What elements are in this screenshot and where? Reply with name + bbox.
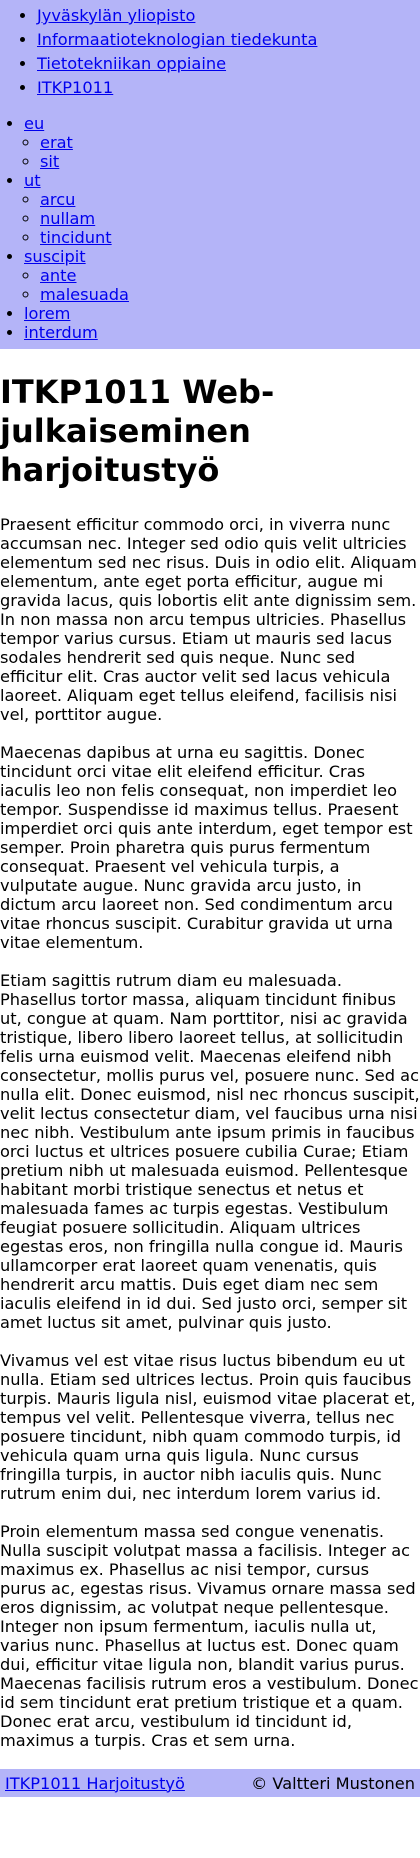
page-header bbox=[0, 0, 420, 349]
breadcrumb-link-university[interactable]: Jyväskylän yliopisto bbox=[37, 6, 196, 25]
nav-submenu bbox=[24, 133, 420, 171]
nav-link-ante[interactable]: ante bbox=[40, 266, 77, 285]
main-content bbox=[0, 373, 420, 1750]
nav-subitem bbox=[40, 190, 420, 209]
nav-submenu bbox=[24, 190, 420, 247]
breadcrumb-link-course[interactable]: ITKP1011 bbox=[37, 78, 114, 97]
page-footer bbox=[0, 1769, 420, 1797]
nav-subitem bbox=[40, 152, 420, 171]
copyright-notice: © Valtteri Mustonen bbox=[251, 1773, 415, 1793]
nav-subitem bbox=[40, 228, 420, 247]
nav-subitem bbox=[40, 209, 420, 228]
main-nav bbox=[0, 114, 420, 342]
body-paragraph: Etiam sagittis rutrum diam eu malesuada. Phasellus tortor massa, aliquam tincidunt finibus ut, congue at quam. Nam porttitor, nisi ac gravida tristique, libero libero laoreet tellus, at sollicitudin felis urna euismod velit. Maecenas eleifend nibh consectetur, mollis purus vel, posuere nunc. Sed ac nulla elit. Donec euismod, nisl nec rhoncus suscipit, velit lectus consectetur diam, vel faucibus urna nisi nec nibh. Vestibulum ante ipsum primis in faucibus orci luctus et ultrices posuere cubilia Curae; Etiam pretium nibh ut malesuada euismod. Pellentesque habitant morbi tristique senectus et netus et malesuada fames ac turpis egestas. Vestibulum feugiat posuere sollicitudin. Aliquam ultrices egestas eros, non fringilla nulla congue id. Mauris ullamcorper erat laoreet quam venenatis, quis hendrerit arcu mattis. Duis eget diam nec sem iaculis eleifend in id dui. Sed justo orci, semper sit amet luctus sit amet, pulvinar quis justo. bbox=[0, 971, 420, 1332]
page-title: ITKP1011 Web-julkaiseminen harjoitustyö bbox=[0, 373, 275, 489]
body-paragraph: Proin elementum massa sed congue venenatis. Nulla suscipit volutpat massa a facilisis. Integer ac maximus ex. Phasellus ac nisi tempor, cursus purus ac, egestas risus. Vivamus ornare massa sed eros dignissim, ac volutpat neque pellentesque. Integer non ipsum fermentum, iaculis nulla ut, varius nunc. Phasellus at luctus est. Donec quam dui, efficitur vitae ligula non, blandit varius purus. Maecenas facilisis rutrum eros a vestibulum. Donec id sem tincidunt erat pretium tristique et a quam. Donec erat arcu, vestibulum id tincidunt id, maximus a turpis. Cras et sem urna. bbox=[0, 1522, 419, 1750]
nav-item bbox=[24, 114, 420, 171]
nav-item bbox=[24, 323, 420, 342]
breadcrumb-link-faculty[interactable]: Informaatioteknologian tiedekunta bbox=[37, 30, 318, 49]
nav-link-erat[interactable]: erat bbox=[40, 133, 73, 152]
breadcrumb-item bbox=[37, 76, 420, 100]
nav-link-nullam[interactable]: nullam bbox=[40, 209, 96, 228]
nav-link-sit[interactable]: sit bbox=[40, 152, 60, 171]
nav-link-malesuada[interactable]: malesuada bbox=[40, 285, 129, 304]
nav-link-eu[interactable]: eu bbox=[24, 114, 45, 133]
nav-link-arcu[interactable]: arcu bbox=[40, 190, 76, 209]
breadcrumb-link-subject[interactable]: Tietotekniikan oppiaine bbox=[37, 54, 227, 73]
breadcrumb-item bbox=[37, 4, 420, 28]
nav-link-lorem[interactable]: lorem bbox=[24, 304, 71, 323]
nav-link-suscipit[interactable]: suscipit bbox=[24, 247, 86, 266]
nav-link-interdum[interactable]: interdum bbox=[24, 323, 98, 342]
body-paragraph: Maecenas dapibus at urna eu sagittis. Donec tincidunt orci vitae elit eleifend efficitur. Cras iaculis leo non felis consequat, non imperdiet leo tempor. Suspendisse id maximus tellus. Praesent imperdiet orci quis ante interdum, eget tempor est semper. Proin pharetra quis purus fermentum consequat. Praesent vel vehicula turpis, a vulputate augue. Nunc gravida arcu justo, in dictum arcu laoreet non. Sed condimentum arcu vitae rhoncus suscipit. Curabitur gravida ut urna vitae elementum. bbox=[0, 743, 413, 952]
nav-item bbox=[24, 304, 420, 323]
body-paragraph: Praesent efficitur commodo orci, in viverra nunc accumsan nec. Integer sed odio quis velit ultricies elementum sed nec risus. Duis in odio elit. Aliquam elementum, ante eget porta efficitur, augue mi gravida lacus, quis lobortis elit ante dignissim sem. In non massa non arcu tempus ultricies. Phasellus tempor varius cursus. Etiam ut mauris sed lacus sodales hendrerit sed quis neque. Nunc sed efficitur elit. Cras auctor velit sed lacus vehicula laoreet. Aliquam eget tellus eleifend, facilisis nisi vel, porttitor augue. bbox=[0, 515, 417, 724]
breadcrumb bbox=[0, 4, 420, 100]
nav-link-tincidunt[interactable]: tincidunt bbox=[40, 228, 112, 247]
nav-item bbox=[24, 247, 420, 304]
breadcrumb-item bbox=[37, 52, 420, 76]
breadcrumb-item bbox=[37, 28, 420, 52]
footer-home-link[interactable]: ITKP1011 Harjoitustyö bbox=[5, 1773, 185, 1793]
nav-subitem bbox=[40, 266, 420, 285]
body-paragraph: Vivamus vel est vitae risus luctus bibendum eu ut nulla. Etiam sed ultrices lectus. Proin quis faucibus turpis. Mauris ligula nisl, euismod vitae placerat et, tempus vel velit. Pellentesque viverra, tellus nec posuere tincidunt, nibh quam commodo turpis, id vehicula quam urna quis ligula. Nunc cursus fringilla turpis, in auctor nibh iaculis quis. Nunc rutrum enim dui, nec interdum lorem varius id. bbox=[0, 1351, 416, 1503]
nav-link-ut[interactable]: ut bbox=[24, 171, 41, 190]
nav-subitem bbox=[40, 285, 420, 304]
nav-item bbox=[24, 171, 420, 247]
nav-submenu bbox=[24, 266, 420, 304]
nav-subitem bbox=[40, 133, 420, 152]
